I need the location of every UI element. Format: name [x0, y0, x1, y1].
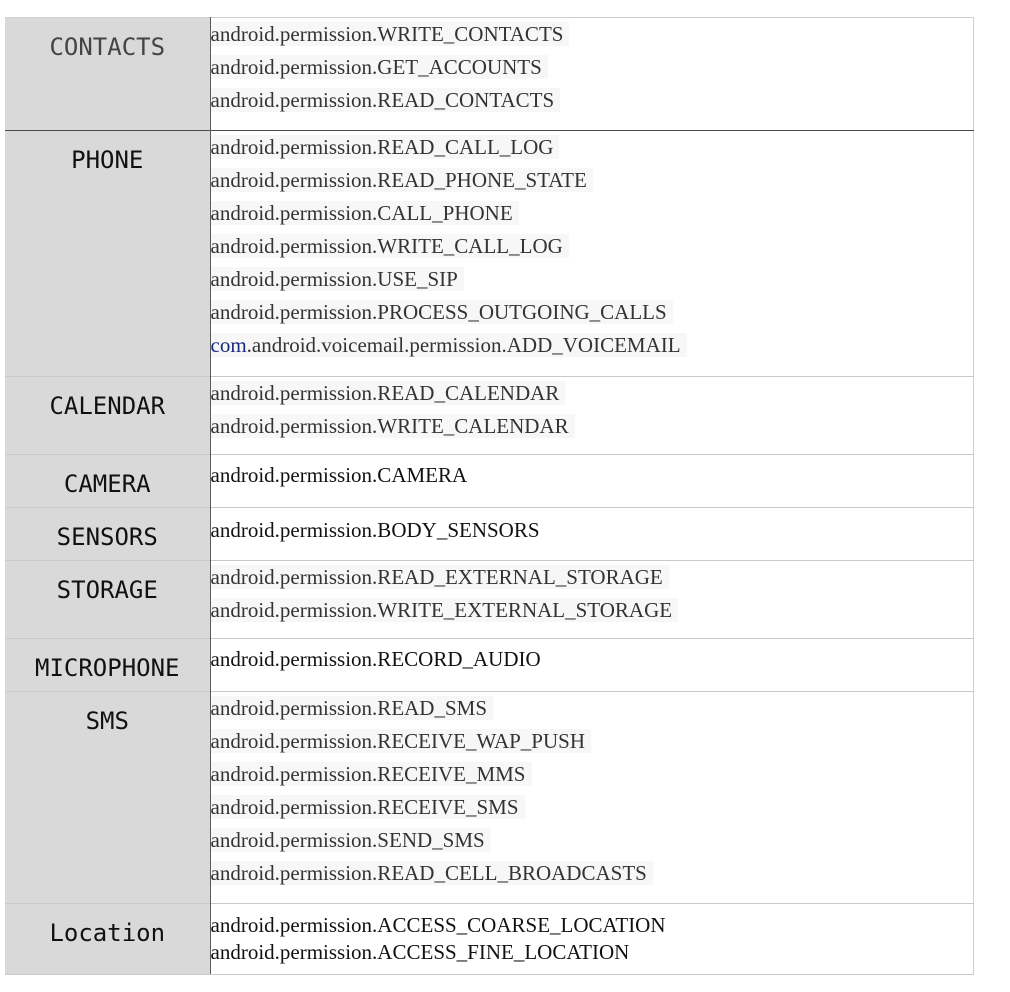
- permission-name: android.permission.BODY_SENSORS: [210, 518, 540, 542]
- list-item: [211, 514, 974, 547]
- group-name: MICROPHONE: [35, 654, 180, 682]
- list-item: [211, 164, 974, 197]
- table-row: [5, 131, 974, 377]
- voicemail-permission: [211, 333, 687, 357]
- table-row: [5, 904, 974, 975]
- group-name: STORAGE: [56, 576, 158, 604]
- group-cell: [5, 455, 210, 508]
- group-cell: [5, 639, 210, 692]
- list-item: [211, 561, 974, 594]
- list-item: [211, 791, 974, 824]
- permission-name: android.permission.READ_CELL_BROADCASTS: [211, 861, 653, 885]
- table-row: [5, 455, 974, 508]
- group-name: SENSORS: [56, 523, 158, 551]
- list-item: [211, 410, 974, 443]
- permission-name: android.permission.WRITE_EXTERNAL_STORAGE: [211, 598, 679, 622]
- permission-name: android.permission.WRITE_CALL_LOG: [211, 234, 569, 258]
- group-name: CAMERA: [63, 470, 151, 498]
- package-prefix: com: [210, 333, 247, 357]
- permission-name: android.permission.CAMERA: [210, 463, 468, 487]
- package-rest: .android.voicemail.permission.ADD_VOICEMAIL: [246, 333, 681, 357]
- group-cell: [5, 561, 210, 639]
- permission-name: android.permission.READ_CONTACTS: [211, 88, 561, 112]
- group-cell: [5, 904, 210, 975]
- list-item: [211, 230, 974, 263]
- permission-name: android.permission.READ_CALL_LOG: [211, 135, 560, 159]
- list-item: [211, 377, 974, 410]
- list-item: [211, 725, 974, 758]
- list-item: [211, 131, 974, 164]
- group-name: Location: [49, 919, 166, 947]
- list-item: [211, 197, 974, 230]
- group-cell: [5, 131, 210, 377]
- permission-name: android.permission.USE_SIP: [211, 267, 464, 291]
- group-cell: [5, 692, 210, 904]
- permission-name: android.permission.READ_EXTERNAL_STORAGE: [211, 565, 669, 589]
- permission-name: android.permission.WRITE_CONTACTS: [211, 22, 570, 46]
- permission-list: [210, 639, 974, 692]
- list-item: [211, 692, 974, 725]
- permission-name: android.permission.PROCESS_OUTGOING_CALLS: [211, 300, 673, 324]
- list-item: [211, 84, 974, 117]
- group-cell: [5, 508, 210, 561]
- list-item: [211, 263, 974, 296]
- permission-name: android.permission.GET_ACCOUNTS: [211, 55, 548, 79]
- table-row: [5, 377, 974, 455]
- permission-name: android.permission.ACCESS_COARSE_LOCATION: [210, 913, 666, 937]
- list-item: [211, 824, 974, 857]
- table-row: [5, 508, 974, 561]
- permission-list: [210, 561, 974, 639]
- group-name: SMS: [85, 707, 129, 735]
- group-name: CONTACTS: [49, 33, 166, 61]
- table-row: [5, 692, 974, 904]
- permission-list: [210, 904, 974, 975]
- list-item: [211, 459, 974, 492]
- list-item: [211, 643, 974, 676]
- table-row: [5, 639, 974, 692]
- group-name: CALENDAR: [49, 392, 166, 420]
- permission-list: [210, 455, 974, 508]
- permission-list: [210, 18, 974, 131]
- permission-list: [210, 131, 974, 377]
- permission-name: android.permission.ACCESS_FINE_LOCATION: [210, 940, 630, 964]
- table-row: [5, 561, 974, 639]
- permissions-table: [5, 17, 974, 975]
- permission-name: android.permission.READ_SMS: [211, 696, 494, 720]
- list-item: [211, 939, 974, 966]
- list-item: [211, 296, 974, 329]
- permission-name: android.permission.SEND_SMS: [211, 828, 491, 852]
- list-item: [211, 51, 974, 84]
- list-item: [211, 857, 974, 890]
- list-item: [211, 329, 974, 362]
- table-row: [5, 18, 974, 131]
- permission-name: android.permission.RECORD_AUDIO: [210, 647, 541, 671]
- permission-list: [210, 508, 974, 561]
- list-item: [211, 18, 974, 51]
- group-cell: [5, 377, 210, 455]
- list-item: [211, 912, 974, 939]
- permission-name: android.permission.RECEIVE_MMS: [211, 762, 532, 786]
- group-cell: [5, 18, 210, 131]
- permission-name: android.permission.READ_PHONE_STATE: [211, 168, 593, 192]
- permission-name: android.permission.CALL_PHONE: [211, 201, 519, 225]
- list-item: [211, 758, 974, 791]
- permission-list: [210, 377, 974, 455]
- permission-name: android.permission.READ_CALENDAR: [211, 381, 566, 405]
- permission-name: android.permission.WRITE_CALENDAR: [211, 414, 575, 438]
- permission-list: [210, 692, 974, 904]
- permission-name: android.permission.RECEIVE_SMS: [211, 795, 525, 819]
- permission-name: android.permission.RECEIVE_WAP_PUSH: [211, 729, 592, 753]
- list-item: [211, 594, 974, 627]
- group-name: PHONE: [71, 146, 144, 174]
